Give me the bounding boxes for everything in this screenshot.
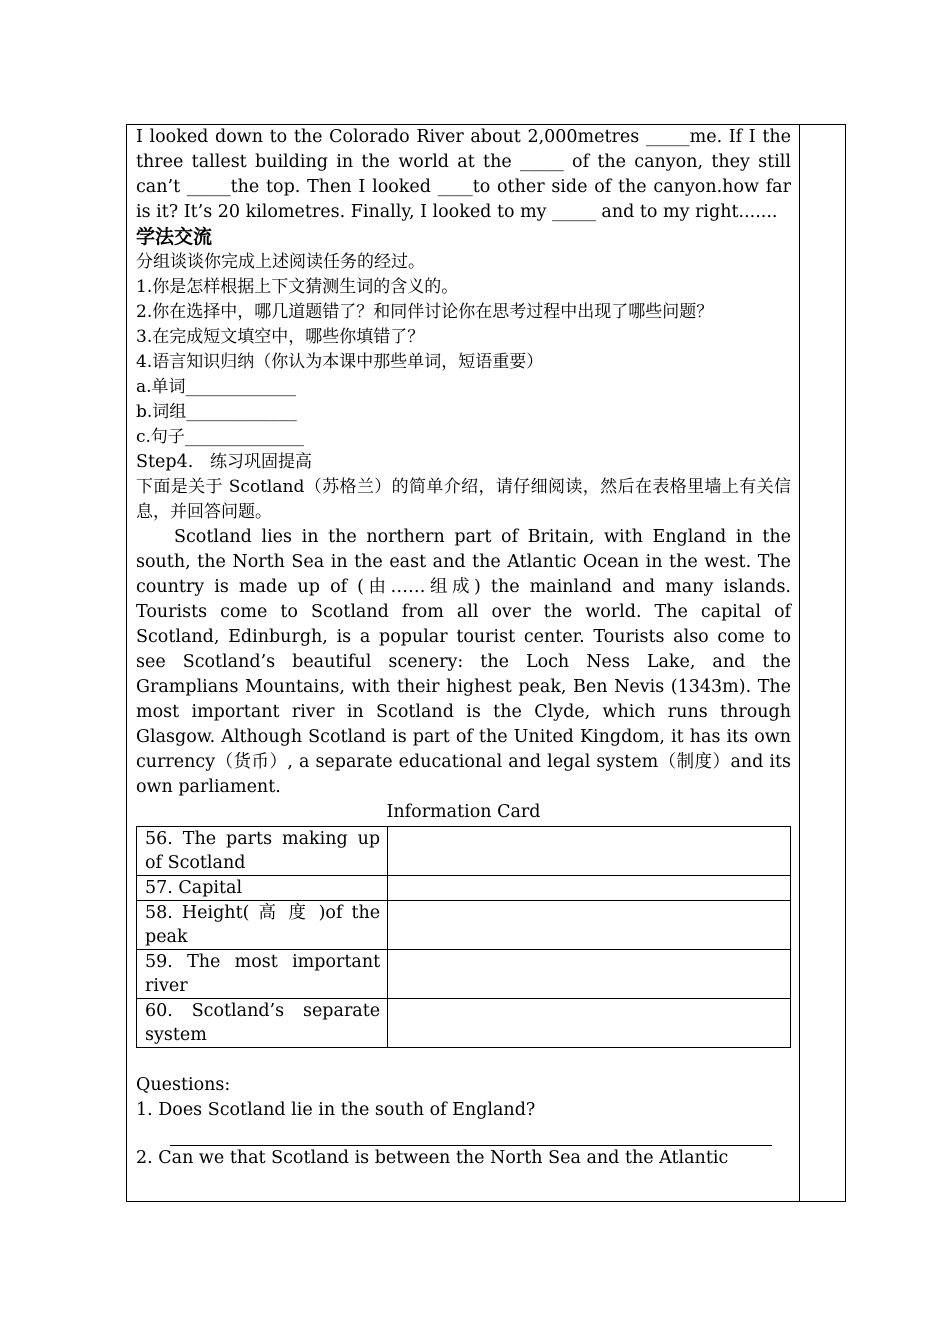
table-row [137,950,791,999]
step-heading [136,450,791,475]
document-table [126,124,846,1202]
step-label: Step4. [136,452,194,472]
spacer [136,1048,791,1073]
cn-question: b.词组_____________ [136,402,297,422]
answer-cell[interactable] [388,950,791,999]
table-row [137,999,791,1048]
row-label: 60. Scotland’s separate system [137,999,388,1048]
reading-paragraph: I looked down to the Colorado River about 2,000metres _____me. If I the three tallest building in the world at the _____ of the canyon, they still can’t _____the top. Then I looked ____to other side of the canyon.how far is it? It’s 20 kilometres. Finally, I looked to my _____ and to my right....... [136,127,791,222]
main-cell [127,125,800,1201]
cn-question: 3.在完成短文填空中，哪些你填错了？ [136,327,425,347]
table-row [137,827,791,876]
card-title: Information Card [386,802,541,822]
row-label: 59. The most important river [137,950,388,999]
step-instruction: 下面是关于 Scotland（苏格兰）的简单介绍，请仔细阅读，然后在表格里墙上有关信息，并回答问题。 [136,477,791,522]
question-1: 1. Does Scotland lie in the south of England? [136,1100,536,1120]
row-label: 57. Capital [137,876,388,901]
cn-question: 1.你是怎样根据上下文猜测生词的含义的。 [136,277,459,297]
cn-question: 4.语言知识归纳（你认为本课中那些单词，短语重要） [136,352,544,372]
answer-line[interactable] [170,1131,772,1146]
cn-question: a.单词_____________ [136,377,297,397]
question-2: 2. Can we that Scotland is between the North Sea and the Atlantic [136,1148,729,1168]
row-label: 56. The parts making up of Scotland [137,827,388,876]
table-row [137,876,791,901]
discussion-intro: 分组谈谈你完成上述阅读任务的经过。 [136,252,425,272]
section-heading: 学法交流 [136,226,213,248]
cn-question: 2.你在选择中，哪几道题错了？和同伴讨论你在思考过程中出现了哪些问题？ [136,302,714,322]
cn-question: c.句子______________ [136,427,304,447]
answer-cell[interactable] [388,999,791,1048]
step-title: 练习巩固提高 [209,452,312,472]
table-row [137,901,791,950]
answer-cell[interactable] [388,827,791,876]
scotland-passage: Scotland lies in the northern part of Britain, with England in the south, the North Sea in the east and the Atlantic Ocean in the west. The country is made up of (由……组成) the mainland and many islands. Tourists come to Scotland from all over the world. The capital of Scotland, Edinburgh, is a popular tourist center. Tourists also come to see Scotland’s beautiful scenery: the Loch Ness Lake, and the Gramplians Mountains, with their highest peak, Ben Nevis (1343m). The most important river in Scotland is the Clyde, which runs through Glasgow. Although Scotland is part of the United Kingdom, it has its own currency（货币）, a separate educational and legal system（制度）and its own parliament. [136,527,791,797]
row-label: 58. Height( 高 度 )of the peak [137,901,388,950]
answer-cell[interactable] [388,876,791,901]
information-card [136,826,791,1048]
questions-label: Questions: [136,1075,231,1095]
answer-cell[interactable] [388,901,791,950]
cell-content [136,125,791,1171]
